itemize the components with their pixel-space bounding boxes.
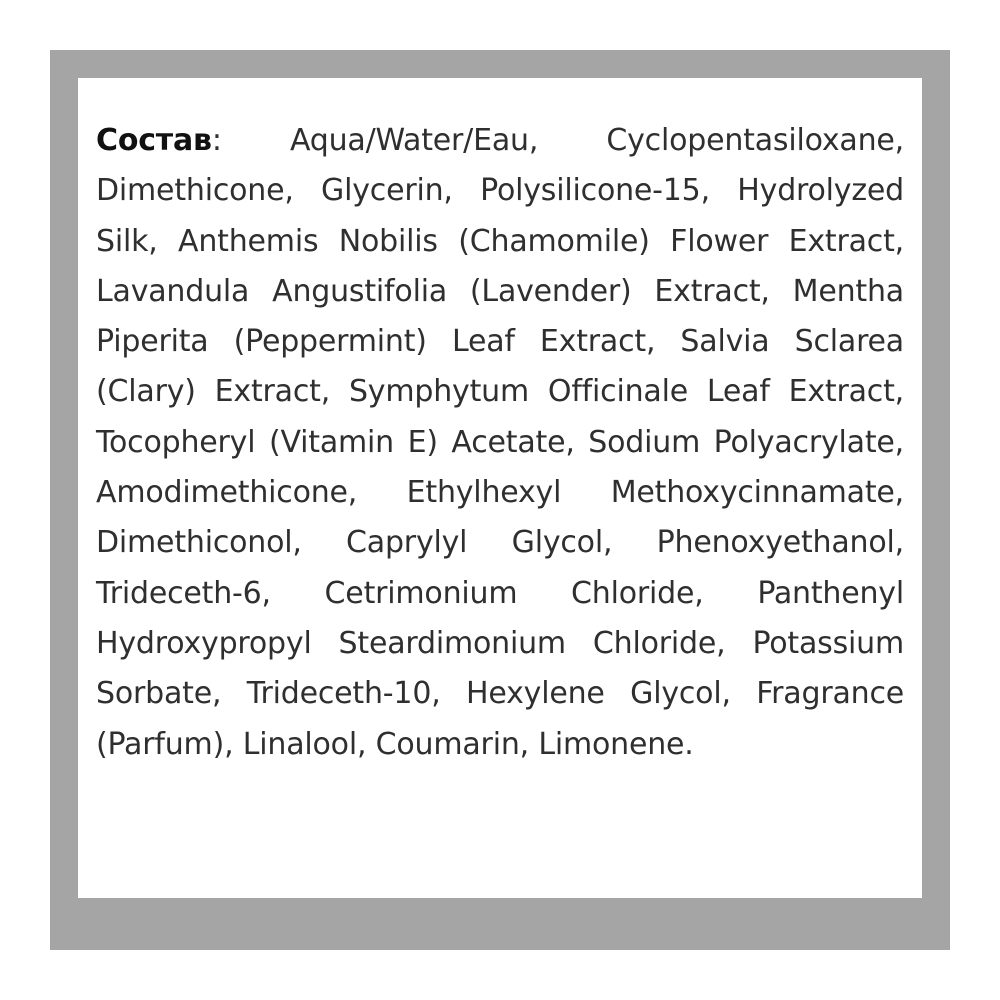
ingredients-text: Aqua/Water/Eau, Cyclopentasiloxane, Dimethicone, Glycerin, Polysilicone-15, Hydrolyzed Silk, Anthemis Nobilis (Chamomile) Flower Extract, Lavandula Angustifolia (Lavender) Extract, Mentha Piperita (Peppermint) Leaf Extract, Salvia Sclarea (Clary) Extract, Symphytum Officinale Leaf Extract, Tocopheryl (Vitamin E) Acetate, Sodium Polyacrylate, Amodimethicone, Ethylhexyl Methoxycinnamate, Dimethiconol, Caprylyl Glycol, Phenoxyethanol, Trideceth-6, Cetrimonium Chloride, Panthenyl Hydroxypropyl Steardimonium Chloride, Potassium Sorbate, Trideceth-10, Hexylene Glycol, Fragrance (Parfum), Linalool, Coumarin, Limonene. [96, 123, 904, 762]
ingredients-panel [78, 78, 922, 898]
ingredients-paragraph [96, 116, 904, 770]
composition-separator: : [211, 123, 222, 158]
composition-label: Состав [96, 123, 212, 158]
gray-border-frame [50, 50, 950, 950]
